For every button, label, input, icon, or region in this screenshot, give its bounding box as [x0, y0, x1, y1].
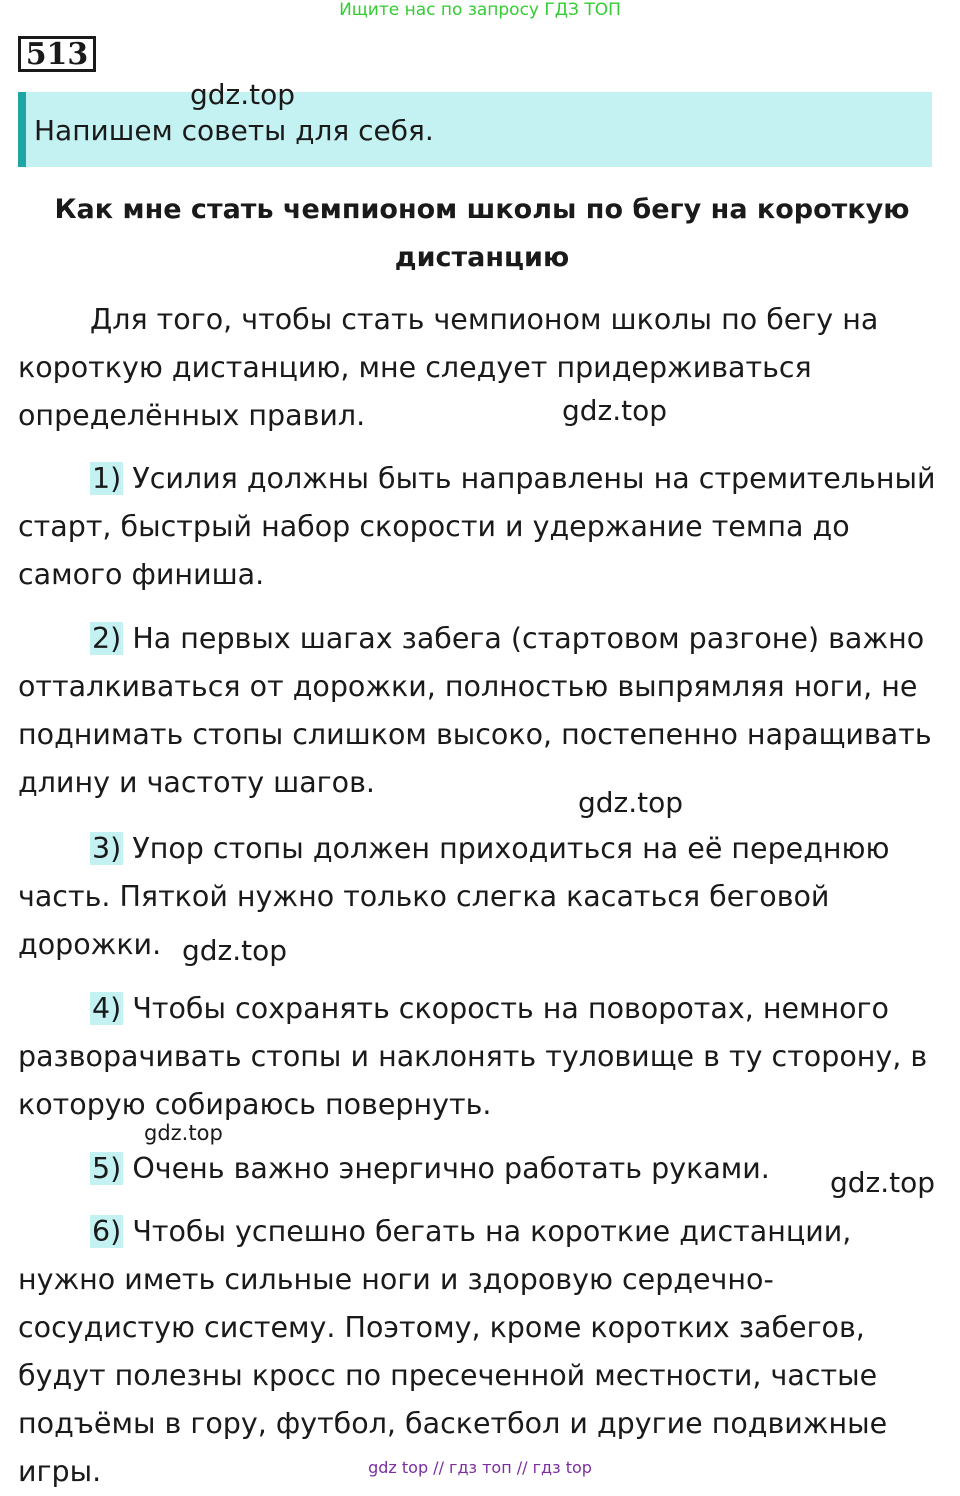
watermark: gdz.top [144, 1121, 223, 1145]
tip-number: 5) [92, 1152, 122, 1185]
watermark: gdz.top [578, 786, 684, 819]
watermark: gdz.top [830, 1166, 936, 1199]
footer-links[interactable]: gdz top // гдз топ // гдз top [368, 1458, 592, 1477]
watermark: gdz.top [190, 78, 296, 111]
intro-paragraph: Для того, чтобы стать чемпионом школы по бегу на короткую дистанцию, мне следует придерживаться определённых правил. [18, 303, 879, 432]
tip-item [18, 455, 946, 599]
tip-number: 6) [92, 1215, 122, 1248]
tip-text: Чтобы сохранять скорость на поворотах, немного разворачивать стопы и наклонять туловище в ту сторону, в которую собираюсь повернуть. [18, 992, 928, 1121]
tip-item [18, 825, 946, 969]
tip-text: Чтобы успешно бегать на короткие дистанции, нужно иметь сильные ноги и здоровую сердечно-сосудистую систему. Поэтому, кроме коротких забегов, будут полезны кросс по пресеченной местности, частые подъёмы в гору, футбол, баскетбол и другие подвижные игры. [18, 1215, 888, 1488]
top-banner[interactable]: Ищите нас по запросу ГДЗ ТОП [339, 0, 621, 20]
instruction-text: Напишем советы для себя. [34, 114, 434, 147]
watermark: gdz.top [182, 934, 288, 967]
tip-item [18, 615, 946, 807]
tip-item [18, 1208, 946, 1496]
tip-text: Упор стопы должен приходиться на её переднюю часть. Пяткой нужно только слегка касаться беговой дорожки. [18, 832, 890, 961]
tip-text: Очень важно энергично работать руками. [123, 1152, 770, 1185]
tip-number: 3) [92, 832, 122, 865]
tip-text: На первых шагах забега (стартовом разгоне) важно отталкиваться от дорожки, полностью выпрямляя ноги, не поднимать стопы слишком высоко, постепенно наращивать длину и частоту шагов. [18, 622, 932, 799]
tip-text: Усилия должны быть направлены на стремительный старт, быстрый набор скорости и удержание темпа до самого финиша. [18, 462, 936, 591]
tip-number: 4) [92, 992, 122, 1025]
tip-item [18, 1145, 946, 1193]
tip-number: 1) [92, 462, 122, 495]
tip-number: 2) [92, 622, 122, 655]
page-title: Как мне стать чемпионом школы по бегу на короткую дистанцию [54, 194, 910, 273]
tip-item [18, 985, 946, 1129]
watermark: gdz.top [562, 394, 668, 427]
task-number-badge: 513 [18, 36, 96, 72]
instruction-box [18, 92, 932, 167]
